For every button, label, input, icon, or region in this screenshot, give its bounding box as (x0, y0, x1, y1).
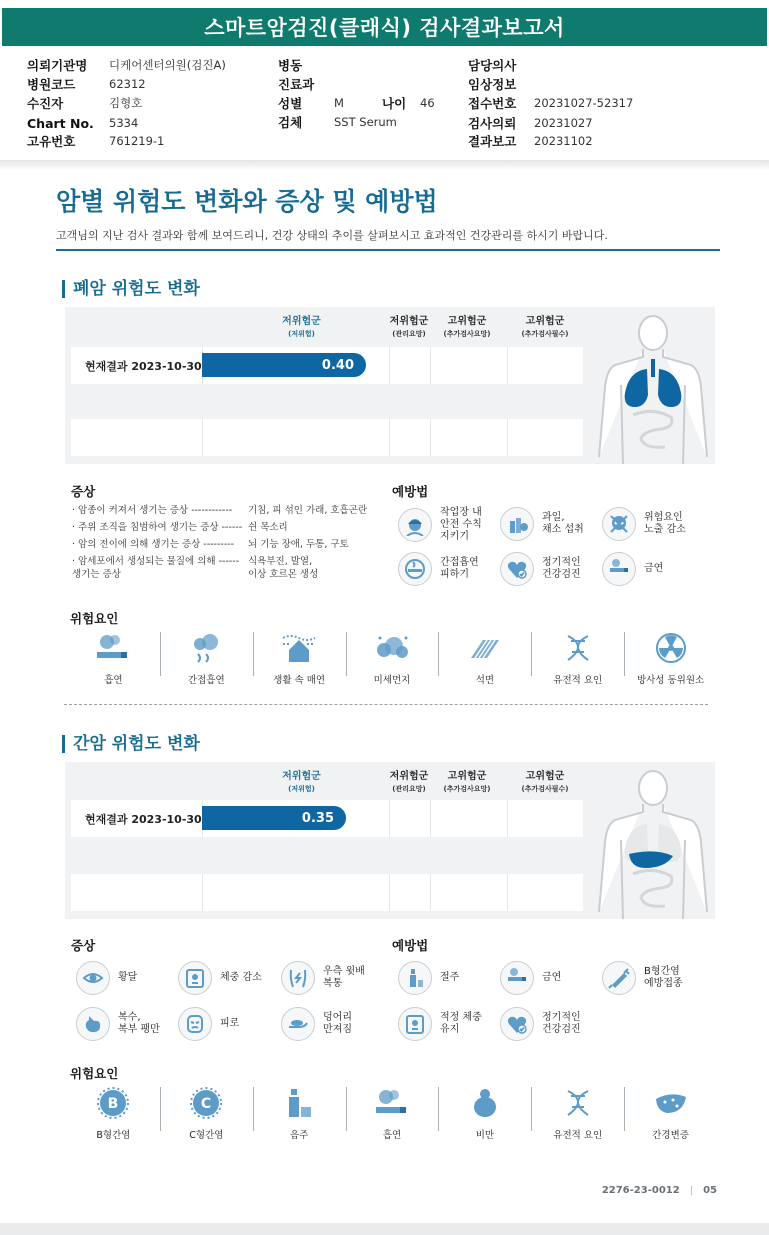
eye-icon (76, 961, 110, 995)
risk-factor-label: 생활 속 매연 (273, 675, 326, 686)
lung-prevention-item (398, 552, 479, 586)
lung-symptom-list (72, 504, 388, 585)
symptom-row: · 암의 전이에 의해 생기는 증상 --------- 뇌 기능 장애, 두통, 구토 (72, 539, 349, 550)
lung-prevention-label: 위험요인 노출 감소 (644, 512, 686, 535)
liver-symptom-label: 우측 윗배 복통 (323, 966, 365, 989)
risk-factor-label: 석면 (475, 675, 495, 686)
risk-factor-label: 흡연 (382, 1130, 402, 1141)
risk-factor-item (67, 632, 160, 688)
risk-factor-label: 유전적 요인 (553, 675, 603, 686)
examinee-label: 수진자 (27, 96, 64, 111)
age-label: 나이 (382, 96, 407, 111)
no-smoking-icon (500, 961, 534, 995)
col-head-extra: 고위험군 (추가검사요망) (443, 316, 491, 338)
lung-current-row (71, 347, 583, 384)
unique-no-label: 고유번호 (27, 134, 76, 149)
lung-prevention-item (602, 552, 663, 586)
syringe-icon (602, 961, 636, 995)
risk-factor-label: 간경변증 (652, 1130, 689, 1141)
chart-no-value: 5334 (109, 116, 139, 130)
house-smog-icon (279, 632, 319, 664)
liver-prevention-label: 절주 (440, 972, 460, 983)
risk-factor-label: 유전적 요인 (553, 1130, 603, 1141)
dust-icon (372, 632, 412, 664)
institution-value: 디케어센터의원(검진A) (109, 58, 226, 72)
lung-risk-factors (67, 632, 717, 688)
svg-text:B: B (108, 1096, 119, 1112)
dept-label: 진료과 (278, 77, 315, 92)
lung-prevention-title: 예방법 (392, 484, 429, 499)
bottle-icon (398, 961, 432, 995)
lung-result-label: 현재결과 2023-10-30 (85, 359, 202, 373)
liver-symptoms-title: 증상 (71, 938, 96, 953)
lung-prevention-label: 금연 (644, 563, 664, 574)
liver-prevention-item (500, 961, 561, 995)
liver-risk-title: 위험요인 (70, 1066, 119, 1081)
liver-result-label: 현재결과 2023-10-30 (85, 812, 202, 826)
liver-organ-icon (629, 851, 673, 868)
svg-text:C: C (201, 1096, 212, 1112)
cigarette-icon (93, 632, 133, 664)
report-label: 결과보고 (468, 134, 517, 149)
alcohol-icon (279, 1087, 319, 1119)
lung-prevention-item (398, 507, 482, 543)
institution-label: 의뢰기관명 (27, 58, 88, 73)
col-head-manage: 저위험군 (관리요망) (389, 771, 429, 793)
liver-symptom-item (76, 1007, 160, 1041)
doctor-label: 담당의사 (468, 58, 517, 73)
risk-factor-item (531, 1087, 624, 1143)
page-subtitle: 고객님의 지난 검사 결과와 함께 보여드리니, 건강 상태의 추이를 살펴보시고 효과적인 건강관리를 하시기 바랍니다. (56, 229, 608, 242)
risk-factor-item (624, 632, 717, 688)
risk-factor-item (253, 632, 346, 688)
liver-symptom-label: 체중 감소 (220, 972, 262, 983)
unique-no-value: 761219-1 (109, 134, 165, 148)
liver-symptom-item (178, 1007, 239, 1041)
risk-factor-label: B형간염 (96, 1130, 131, 1141)
title-divider (56, 249, 720, 251)
stomach-icon (76, 1007, 110, 1041)
lung-prevention-item (500, 507, 584, 541)
risk-factor-label: 간접흡연 (187, 675, 225, 686)
liver-body-illustration (585, 762, 715, 919)
specimen-label: 검체 (278, 115, 303, 130)
liver-prevention-item (602, 961, 683, 995)
page-number: 05 (703, 1185, 717, 1196)
col-head-extra: 고위험군 (추가검사요망) (443, 771, 491, 793)
risk-factor-item (346, 632, 439, 688)
worker-icon (398, 508, 432, 542)
hospital-code-label: 병원코드 (27, 77, 76, 92)
heart-check-icon (500, 1007, 534, 1041)
scale-icon (398, 1007, 432, 1041)
age-value: 46 (420, 96, 435, 110)
secondhand-smoke-icon (186, 632, 226, 664)
liver-symptom-label: 황달 (118, 972, 138, 983)
risk-factor-item (531, 632, 624, 688)
symptom-row: · 암세포에서 생성되는 물질에 의해 ------ 생기는 증상 식욕부진, 발열, 이상 호르몬 생성 (72, 556, 319, 580)
symptom-row: · 암종이 커져서 생기는 증상 ------------ 기침, 피 섞인 가래, 호흡곤란 (72, 505, 368, 516)
liver-symptom-label: 덩어리 만져짐 (323, 1012, 352, 1035)
request-label: 검사의뢰 (468, 116, 517, 131)
abdominal-pain-icon (281, 961, 315, 995)
risk-factor-item (438, 1087, 531, 1143)
section-divider (64, 704, 708, 705)
liver-prevention-label: B형간염 예방접종 (644, 966, 683, 989)
liver-empty-row (71, 874, 583, 911)
risk-factor-item (624, 1087, 717, 1143)
smoke-avoid-icon (398, 552, 432, 586)
symptom-row: · 주위 조직을 침범하여 생기는 증상 ------ 쉰 목소리 (72, 522, 288, 533)
lung-prevention-label: 과일, 채소 섭취 (542, 512, 584, 535)
dna-icon (558, 632, 598, 664)
tired-face-icon (178, 1007, 212, 1041)
heart-check-icon (500, 552, 534, 586)
cigarette-icon (372, 1087, 412, 1119)
liver-prevention-label: 적정 체중 유지 (440, 1012, 482, 1035)
header-divider (0, 160, 769, 170)
lung-risk-title: 위험요인 (70, 611, 119, 626)
lung-prevention-item (500, 552, 581, 586)
clinical-label: 임상정보 (468, 77, 517, 92)
cirrhosis-icon (651, 1087, 691, 1119)
risk-factor-item (160, 1087, 253, 1143)
liver-symptom-item (281, 961, 365, 995)
ward-label: 병동 (278, 58, 303, 73)
liver-symptom-item (76, 961, 137, 995)
risk-factor-item (438, 632, 531, 688)
hand-lump-icon (281, 1007, 315, 1041)
liver-current-row (71, 800, 583, 837)
lung-prevention-label: 정기적인 건강검진 (542, 557, 581, 580)
col-head-manage: 저위험군 (관리요망) (389, 316, 429, 338)
liver-prevention-item (500, 1007, 581, 1041)
sex-value: M (334, 96, 344, 110)
risk-factor-label: 비만 (475, 1130, 495, 1141)
dna-icon (558, 1087, 598, 1119)
specimen-value: SST Serum (334, 115, 397, 129)
hospital-code-value: 62312 (109, 77, 146, 91)
liver-symptom-label: 피로 (220, 1018, 240, 1029)
risk-factor-item (253, 1087, 346, 1143)
skull-icon (602, 507, 636, 541)
lung-risk-chart (65, 307, 715, 464)
vegetable-icon (500, 507, 534, 541)
sex-label: 성별 (278, 96, 303, 111)
lung-body-illustration (585, 307, 715, 464)
risk-factor-label: 음주 (289, 1130, 309, 1141)
liver-prevention-label: 정기적인 건강검진 (542, 1012, 581, 1035)
risk-factor-label: C형간염 (189, 1130, 224, 1141)
col-head-low: 저위험군 (저위험) (282, 316, 321, 338)
col-head-low: 저위험군 (저위험) (282, 771, 321, 793)
liver-section-title: 간암 위험도 변화 (62, 735, 200, 753)
report-title: 스마트암검진(클래식) 검사결과보고서 (2, 8, 767, 46)
examinee-value: 김형호 (109, 96, 143, 110)
risk-factor-label: 흡연 (104, 675, 123, 686)
hepatitis-b-icon (93, 1087, 133, 1119)
receipt-value: 20231027-52317 (534, 96, 634, 110)
page-footer: 2276-23-0012 | 05 (601, 1185, 717, 1196)
liver-symptom-label: 복수, 복부 팽만 (118, 1012, 160, 1035)
liver-symptom-item (178, 961, 262, 995)
lung-prevention-label: 간접흡연 피하기 (440, 557, 479, 580)
risk-factor-label: 방사성 동위원소 (636, 675, 705, 686)
liver-prevention-title: 예방법 (392, 938, 429, 953)
document-number: 2276-23-0012 (601, 1185, 680, 1196)
risk-factor-item (160, 632, 253, 688)
risk-factor-label: 미세먼지 (373, 675, 411, 686)
liver-risk-factors (67, 1087, 717, 1143)
liver-symptom-item (281, 1007, 352, 1041)
lung-prevention-label: 작업장 내 안전 수칙 지키기 (440, 507, 482, 542)
risk-factor-item (346, 1087, 439, 1143)
lung-symptoms-title: 증상 (71, 484, 96, 499)
hepatitis-c-icon (186, 1087, 226, 1119)
lung-result-bar: 0.40 (202, 353, 366, 377)
chart-no-label: Chart No. (27, 115, 94, 131)
risk-factor-item (67, 1087, 160, 1143)
lung-empty-row (71, 419, 583, 456)
liver-prevention-item (398, 1007, 482, 1041)
request-value: 20231027 (534, 116, 593, 130)
col-head-required: 고위험군 (추가검사필수) (521, 771, 569, 793)
bottom-strip (0, 1223, 769, 1235)
lung-prevention-item (602, 507, 686, 541)
liver-risk-chart (65, 762, 715, 919)
page-title: 암별 위험도 변화와 증상 및 예방법 (56, 187, 438, 216)
receipt-label: 접수번호 (468, 96, 517, 111)
liver-prevention-label: 금연 (542, 972, 562, 983)
obesity-icon (465, 1087, 505, 1119)
liver-prevention-item (398, 961, 459, 995)
no-smoking-icon (602, 552, 636, 586)
lung-section-title: 폐암 위험도 변화 (62, 280, 200, 298)
radiation-icon (651, 632, 691, 664)
liver-result-bar: 0.35 (202, 806, 346, 830)
col-head-required: 고위험군 (추가검사필수) (521, 316, 569, 338)
report-value: 20231102 (534, 134, 593, 148)
asbestos-icon (465, 632, 505, 664)
scale-icon (178, 961, 212, 995)
